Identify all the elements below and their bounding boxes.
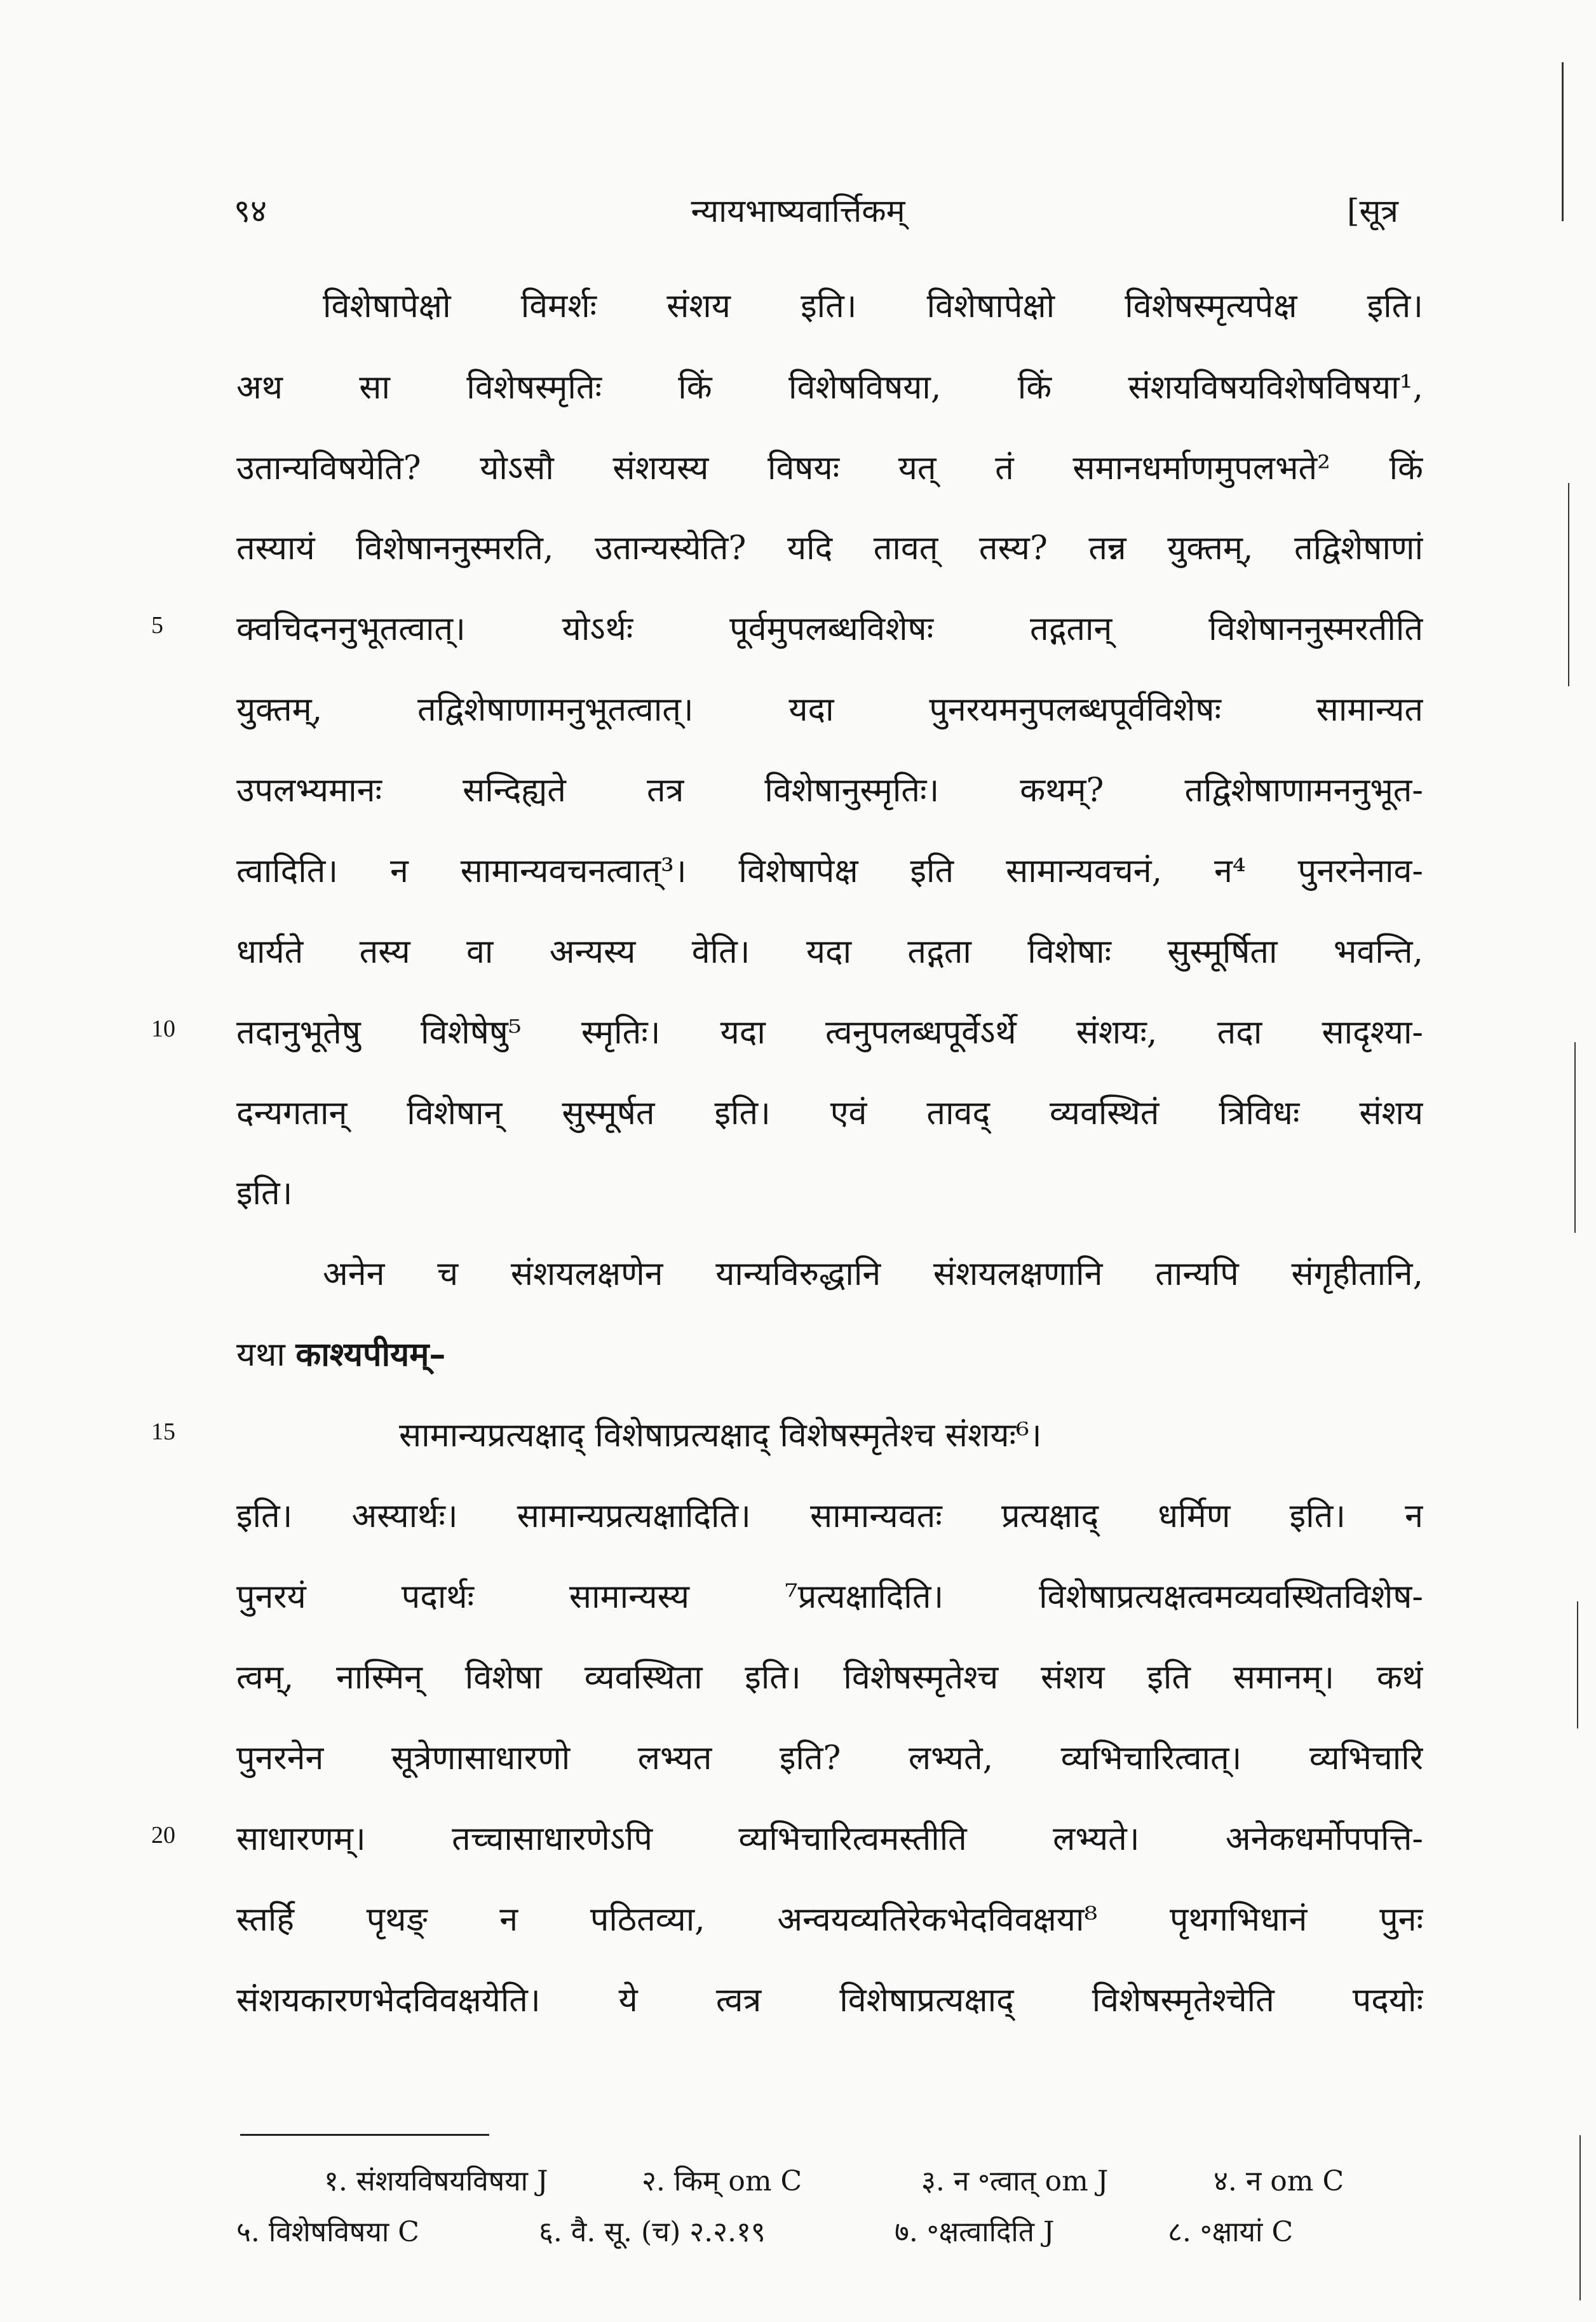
text-line: अनेन च संशयलक्षणेन यान्यविरुद्धानि संशयलक्षणानि तान्यपि संगृहीतानि,	[323, 1255, 1423, 1293]
text-line: युक्तम्, तद्विशेषाणामनुभूतत्वात्। यदा पुनरयमनुपलब्धपूर्वविशेषः सामान्यत	[236, 691, 1423, 729]
scan-edge-line	[1577, 1601, 1578, 1728]
text-line: उतान्यविषयेति? योऽसौ संशयस्य विषयः यत् तं समानधर्माणमुपलभते² किं	[236, 449, 1423, 487]
running-header	[0, 188, 1596, 245]
line-number: 5	[151, 612, 163, 639]
text-fragment: यथा	[236, 1336, 285, 1374]
text-line	[236, 1329, 1423, 1380]
footnote-line	[324, 2161, 1511, 2203]
footnote: ६. वै. सू. (च) २.२.१९	[539, 2216, 766, 2248]
text-line: इति।	[236, 1174, 293, 1212]
text-line: तदानुभूतेषु विशेषेषु⁵ स्मृतिः। यदा त्वनुपलब्धपूर्वेऽर्थे संशयः, तदा सादृश्या-	[236, 1014, 1423, 1052]
footnote: १. संशयविषयविषया J	[324, 2165, 548, 2197]
text-line: अथ सा विशेषस्मृतिः किं विशेषविषया, किं संशयविषयविशेषविषया¹,	[236, 369, 1423, 407]
footnote: ७. ॰क्षत्वादिति J	[895, 2216, 1055, 2248]
line-number: 15	[151, 1418, 175, 1445]
footnote: ५. विशेषविषया C	[236, 2216, 419, 2248]
bold-term: काश्यपीयम्–	[295, 1335, 446, 1374]
scan-edge-line	[1579, 2135, 1581, 2300]
text-line: उपलभ्यमानः सन्दिह्यते तत्र विशेषानुस्मृतिः। कथम्? तद्विशेषाणामननुभूत-	[236, 771, 1423, 810]
text-line: क्वचिदननुभूतत्वात्। योऽर्थः पूर्वमुपलब्धविशेषः तद्गतान् विशेषाननुस्मरतीति	[236, 610, 1423, 648]
text-line: पुनरनेन सूत्रेणासाधारणो लभ्यत इति? लभ्यते, व्यभिचारित्वात्। व्यभिचारि	[236, 1739, 1423, 1777]
text-line: इति। अस्यार्थः। सामान्यप्रत्यक्षादिति। सामान्यवतः प्रत्यक्षाद् धर्मिण इति। न	[236, 1497, 1423, 1535]
scan-edge-line	[1574, 1042, 1576, 1233]
footnote-line	[236, 2211, 1423, 2253]
text-line: स्तर्हि पृथङ् न पठितव्या, अन्वयव्यतिरेकभेदविवक्षया⁸ पृथगभिधानं पुनः	[236, 1901, 1423, 1939]
line-number: 10	[151, 1015, 175, 1042]
text-line: तस्यायं विशेषाननुस्मरति, उतान्यस्येति? यदि तावत् तस्य? तन्न युक्तम्, तद्विशेषाणां	[236, 529, 1423, 567]
scan-edge-line	[1562, 62, 1564, 221]
text-line: दन्यगतान् विशेषान् सुस्मूर्षत इति। एवं तावद् व्यवस्थितं त्रिविधः संशय	[236, 1094, 1423, 1132]
footnote-rule	[240, 2134, 489, 2136]
line-number: 20	[151, 1822, 175, 1849]
text-line: संशयकारणभेदविवक्षयेति। ये त्वत्र विशेषाप्रत्यक्षाद् विशेषस्मृतेश्चेति पदयोः	[236, 1981, 1423, 2020]
scan-edge-line	[1568, 483, 1569, 686]
footnote: ४. न om C	[1214, 2165, 1344, 2197]
text-line: त्वम्, नास्मिन् विशेषा व्यवस्थिता इति। विशेषस्मृतेश्च संशय इति समानम्। कथं	[236, 1659, 1423, 1697]
text-line: धार्यते तस्य वा अन्यस्य वेति। यदा तद्गता विशेषाः सुस्मूर्षिता भवन्ति,	[236, 933, 1423, 971]
sutra-quotation: सामान्यप्रत्यक्षाद् विशेषाप्रत्यक्षाद् विशेषस्मृतेश्च संशयः⁶।	[399, 1416, 1042, 1455]
text-line: त्वादिति। न सामान्यवचनत्वात्³। विशेषापेक्ष इति सामान्यवचनं, न⁴ पुनरनेनाव-	[236, 852, 1423, 890]
section-marker: [सूत्र	[1347, 193, 1398, 229]
footnote: ३. न ॰त्वात् om J	[921, 2165, 1109, 2197]
page-number: ९४	[234, 193, 267, 229]
text-line: विशेषापेक्षो विमर्शः संशय इति। विशेषापेक्षो विशेषस्मृत्यपेक्ष इति।	[323, 287, 1423, 325]
text-line: साधारणम्। तच्चासाधारणेऽपि व्यभिचारित्वमस्तीति लभ्यते। अनेकधर्मोपपत्ति-	[236, 1820, 1423, 1858]
book-title: न्यायभाष्यवार्त्तिकम्	[691, 193, 905, 229]
footnote: २. किम् om C	[642, 2165, 802, 2197]
footnote: ८. ॰क्षायां C	[1168, 2216, 1294, 2248]
text-line: पुनरयं पदार्थः सामान्यस्य ⁷प्रत्यक्षादिति। विशेषाप्रत्यक्षत्वमव्यवस्थितविशेष-	[236, 1578, 1423, 1616]
